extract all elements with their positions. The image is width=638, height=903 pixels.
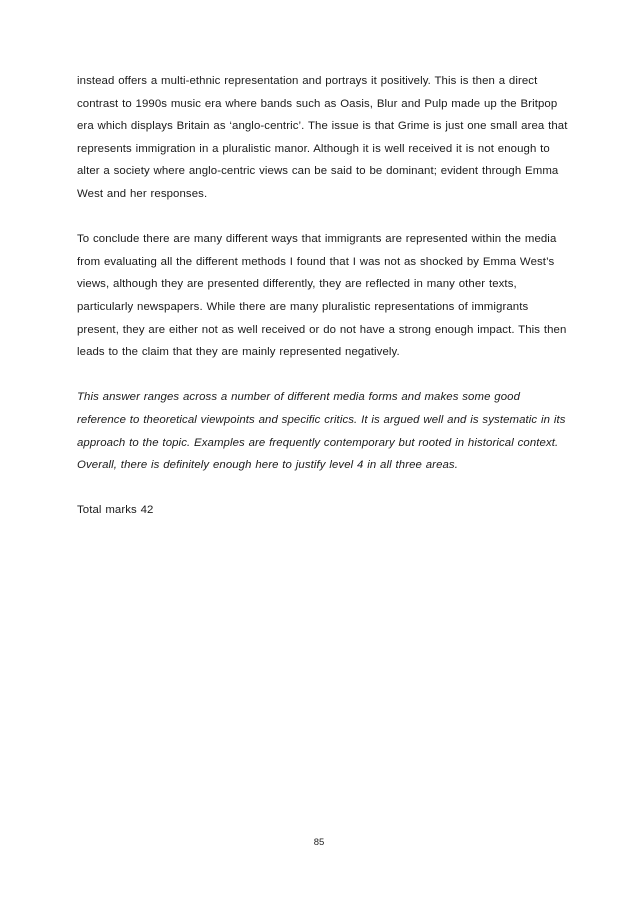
paragraph-spacer: [77, 364, 569, 387]
examiner-comment: This answer ranges across a number of different media forms and makes some good reference to theoretical viewpoints and specific critics. It is argued well and is systematic in its approach to the topic. Examples are frequently contemporary but rooted in historical context. Overall, there is definitely enough here to justify level 4 in all three areas.: [77, 391, 566, 472]
paragraph-spacer: [77, 477, 569, 500]
essay-paragraph-1: instead offers a multi-ethnic representation and portrays it positively. This is then a direct contrast to 1990s music era where bands such as Oasis, Blur and Pulp made up the Britpop era which displays Britain as ‘anglo-centric’. The issue is that Grime is just one small area that represents immigration in a pluralistic manor. Although it is well received it is not enough to alter a society where anglo-centric views can be said to be dominant; evident through Emma West and her responses.: [77, 75, 568, 200]
page-content: [77, 70, 569, 522]
paragraph-spacer: [77, 206, 569, 229]
total-marks: Total marks 42: [77, 504, 154, 517]
page-number: 85: [313, 837, 325, 848]
essay-paragraph-2: To conclude there are many different ways that immigrants are represented within the media from evaluating all the different methods I found that I was not as shocked by Emma West’s views, although they are presented differently, they are reflected in many other texts, particularly newspapers. While there are many pluralistic representations of immigrants present, they are either not as well received or do not have a strong enough impact. This then leads to the claim that they are mainly represented negatively.: [77, 233, 567, 359]
